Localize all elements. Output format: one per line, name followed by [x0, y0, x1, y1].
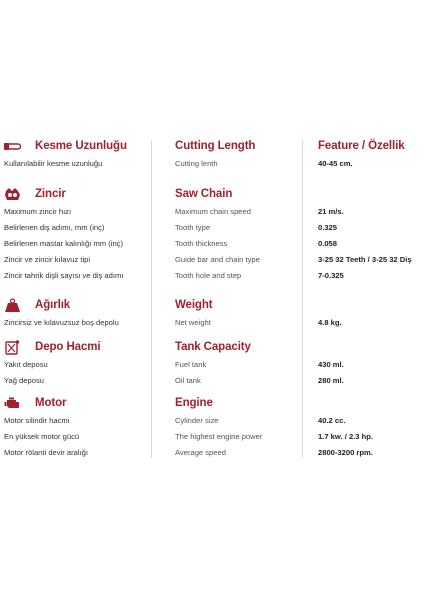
- section-cutting-length: [0, 138, 424, 174]
- spec-value: 0.058: [318, 239, 338, 248]
- spec-value: 7-0.325: [318, 271, 344, 280]
- spec-label-en: Cutting lenth: [175, 159, 218, 168]
- spec-label-en: Fuel tank: [175, 360, 207, 369]
- spec-row: [0, 359, 424, 375]
- section-title-tr: Zincir: [35, 188, 66, 200]
- section-header: [0, 339, 424, 359]
- spec-row: [0, 270, 424, 286]
- chainsaw-bar-icon: [4, 139, 21, 154]
- section-title-en: Tank Capacity: [175, 341, 251, 353]
- spec-label-en: Cylinder size: [175, 416, 219, 425]
- spec-row: [0, 158, 424, 174]
- spec-row: [0, 375, 424, 391]
- spec-value: 0.325: [318, 223, 338, 232]
- spec-label-tr: Motor silindir hacmi: [4, 416, 70, 425]
- spec-value: 21 m/s.: [318, 207, 344, 216]
- spec-label-en: Net weight: [175, 318, 211, 327]
- spec-value: 2800-3200 rpm.: [318, 448, 373, 457]
- spec-value: 4.8 kg.: [318, 318, 342, 327]
- spec-label-en: Guide bar and chain type: [175, 255, 260, 264]
- spec-label-en: Average speed: [175, 448, 226, 457]
- section-title-tr: Depo Hacmi: [35, 341, 101, 353]
- spec-row: [0, 447, 424, 463]
- spec-row: [0, 222, 424, 238]
- section-header: [0, 138, 424, 158]
- section-title-tr: Kesme Uzunluğu: [35, 140, 127, 152]
- saw-chain-icon: [4, 187, 21, 202]
- spec-value: 40-45 cm.: [318, 159, 353, 168]
- spec-value: 430 ml.: [318, 360, 344, 369]
- spec-value: 280 ml.: [318, 376, 344, 385]
- spec-label-tr: Maximum zincir hızı: [4, 207, 72, 216]
- feature-column-title: Feature / Özellik: [318, 140, 405, 152]
- section-header: [0, 297, 424, 317]
- spec-value: 1.7 kw. / 2.3 hp.: [318, 432, 374, 441]
- section-header: [0, 395, 424, 415]
- section-tank-capacity: [0, 339, 424, 391]
- weight-icon: [4, 298, 21, 313]
- spec-row: [0, 415, 424, 431]
- spec-label-tr: En yüksek motor gücü: [4, 432, 80, 441]
- section-title-en: Engine: [175, 397, 213, 409]
- spec-label-en: Tooth type: [175, 223, 211, 232]
- spec-row: [0, 206, 424, 222]
- spec-label-tr: Zincir ve zincir kılavuz tipi: [4, 255, 91, 264]
- spec-label-tr: Belirlenen diş adımı, mm (inç): [4, 223, 105, 232]
- spec-row: [0, 431, 424, 447]
- spec-label-tr: Zincir tahrik dişli sayısı ve diş adımı: [4, 271, 124, 280]
- section-title-en: Weight: [175, 299, 213, 311]
- spec-value: 40.2 cc.: [318, 416, 346, 425]
- spec-label-en: Tooth hole and step: [175, 271, 242, 280]
- section-saw-chain: [0, 186, 424, 286]
- spec-label-en: Maximum chain speed: [175, 207, 251, 216]
- spec-label-tr: Yağ deposu: [4, 376, 44, 385]
- spec-label-en: The highest engine power: [175, 432, 263, 441]
- spec-row: [0, 238, 424, 254]
- spec-label-tr: Yakıt deposu: [4, 360, 48, 369]
- spec-label-tr: Zincirsiz ve kılavuzsuz boş depolu: [4, 318, 119, 327]
- section-weight: [0, 297, 424, 333]
- spec-row: [0, 254, 424, 270]
- spec-label-tr: Kullanılabilir kesme uzunluğu: [4, 159, 103, 168]
- spec-label-tr: Belirlenen mastar kalınlığı mm (inç): [4, 239, 124, 248]
- fuel-can-icon: [4, 340, 21, 355]
- section-header: [0, 186, 424, 206]
- spec-label-en: Tooth thickness: [175, 239, 228, 248]
- section-title-tr: Ağırlık: [35, 299, 71, 311]
- spec-value: 3-25 32 Teeth / 3-25 32 Diş: [318, 255, 412, 264]
- section-title-en: Saw Chain: [175, 188, 233, 200]
- spec-label-tr: Motor rölanti devir aralığı: [4, 448, 88, 457]
- section-engine: [0, 395, 424, 463]
- section-title-tr: Motor: [35, 397, 67, 409]
- section-title-en: Cutting Length: [175, 140, 256, 152]
- spec-row: [0, 317, 424, 333]
- spec-label-en: Oil tank: [175, 376, 201, 385]
- engine-icon: [4, 396, 21, 411]
